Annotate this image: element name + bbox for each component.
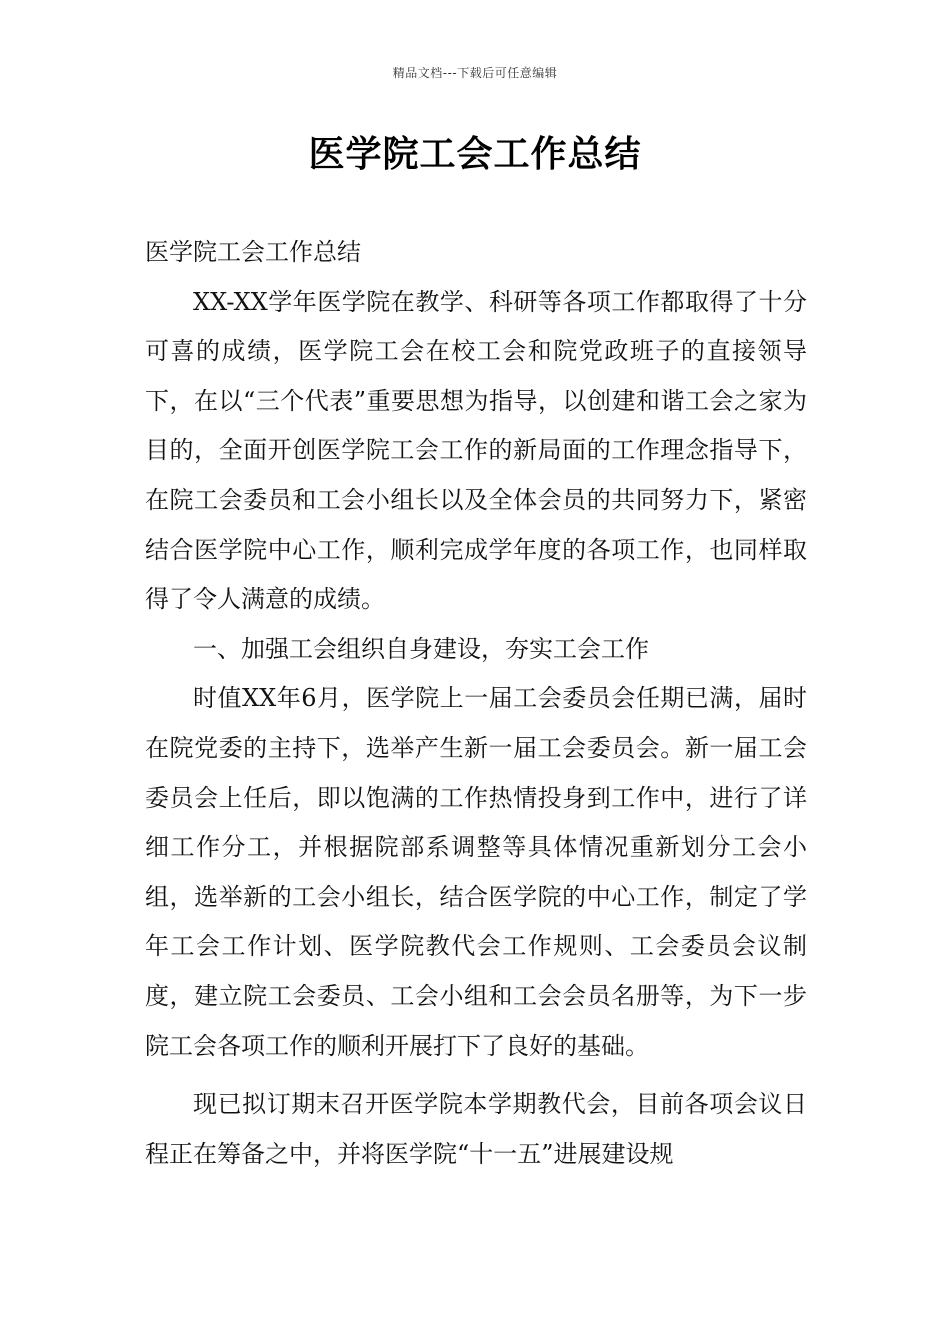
document-title: 医学院工会工作总结 <box>308 134 642 175</box>
paragraph-continuation: 现已拟订期末召开医学院本学期教代会，目前各项会议日程正在筹备之中，并将医学院“十一五”进展建设规 <box>145 1090 807 1168</box>
paragraph-intro: XX-XX学年医学院在教学、科研等各项工作都取得了十分可喜的成绩，医学院工会在校工会和院党政班子的直接领导下，在以“三个代表”重要思想为指导，以创建和谐工会之家为目的，全面开创医学院工会工作的新局面的工作理念指导下，在院工会委员和工会小组长以及全体会员的共同努力下，紧密结合医学院中心工作，顺利完成学年度的各项工作，也同样取得了令人满意的成绩。 <box>145 287 807 614</box>
document-subtitle: 医学院工会工作总结 <box>145 238 361 266</box>
page-header-note: 精品文档---下载后可任意编辑 <box>392 66 558 80</box>
section-heading-1: 一、加强工会组织自身建设，夯实工会工作 <box>193 634 649 663</box>
document-body <box>145 228 807 1179</box>
paragraph-section-1: 时值XX年6月，医学院上一届工会委员会任期已满，届时在院党委的主持下，选举产生新一届工会委员会。新一届工会委员会上任后，即以饱满的工作热情投身到工作中，进行了详细工作分工，并根据院部系调整等具体情况重新划分工会小组，选举新的工会小组长，结合医学院的中心工作，制定了学年工会工作计划、医学院教代会工作规则、工会委员会议制度，建立院工会委员、工会小组和工会会员名册等，为下一步院工会各项工作的顺利开展打下了良好的基础。 <box>145 684 807 1060</box>
